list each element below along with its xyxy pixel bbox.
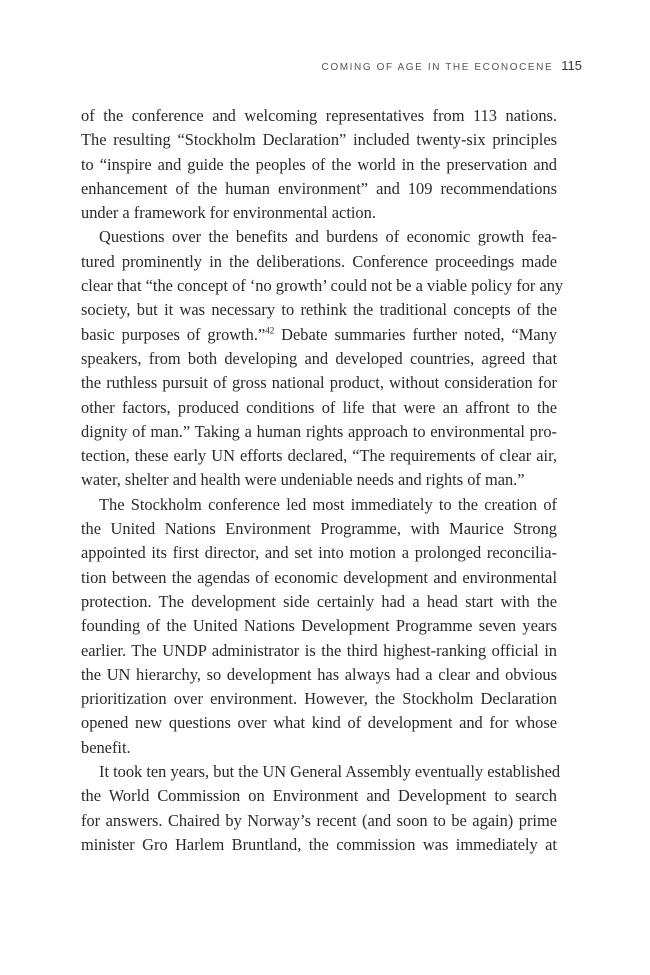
text-line-content: other factors, produced conditions of life that were an affront to the	[81, 397, 557, 417]
text-line	[81, 396, 557, 420]
text-line-content: The resulting “Stockholm Declaration” included twenty-six principles	[81, 130, 557, 150]
text-line	[81, 833, 557, 857]
text-line-content: the UN hierarchy, so development has always had a clear and obvious	[81, 664, 557, 684]
text-line	[81, 784, 557, 808]
text-line	[81, 663, 557, 687]
text-line	[81, 298, 557, 322]
text-line	[81, 225, 557, 249]
text-line	[81, 541, 557, 565]
text-line-content: It took ten years, but the UN General Assembly eventually established	[99, 762, 561, 782]
text-line	[81, 760, 561, 784]
text-line-content: the World Commission on Environment and Development to search	[81, 786, 557, 806]
text-line-content: society, but it was necessary to rethink the traditional concepts of the	[81, 300, 557, 320]
text-line-content: opened new questions over what kind of development and for whose	[81, 713, 557, 733]
text-line	[81, 371, 557, 395]
text-line-content: the United Nations Environment Programme, with Maurice Strong	[81, 519, 557, 539]
text-line-content: of the conference and welcoming representatives from 113 nations.	[81, 106, 557, 125]
text-line-content: tured prominently in the deliberations. Conference proceedings made	[81, 251, 557, 271]
text-line-content: to “inspire and guide the peoples of the world in the preservation and	[81, 154, 557, 174]
text-line	[81, 274, 564, 298]
text-line	[81, 566, 557, 590]
text-line	[81, 590, 557, 614]
text-line-content: under a framework for environmental action.	[81, 203, 376, 223]
text-line-continuation: Debate summaries further noted, “Many	[274, 324, 557, 344]
text-line	[81, 468, 557, 492]
text-line	[81, 347, 557, 371]
text-line	[81, 736, 557, 760]
text-line-content: clear that “the concept of ‘no growth’ could not be a viable policy for any	[81, 276, 564, 296]
text-line	[81, 153, 557, 177]
text-line-content: prioritization over environment. However, the Stockholm Declaration	[81, 689, 557, 709]
text-line-content: water, shelter and health were undeniable needs and rights of man.”	[81, 470, 525, 490]
text-line-content: minister Gro Harlem Bruntland, the commission was immediately at	[81, 834, 557, 854]
text-line-content: tion between the agendas of economic development and environmental	[81, 567, 557, 587]
text-line-content: appointed its first director, and set into motion a prolonged reconcilia-	[81, 543, 557, 563]
text-line-content: basic purposes of growth.”	[81, 324, 266, 344]
text-line-content: enhancement of the human environment” and 109 recommendations	[81, 178, 557, 198]
text-line-content: benefit.	[81, 737, 131, 757]
text-line-content: earlier. The UNDP administrator is the third highest-ranking official in	[81, 640, 557, 660]
text-line-content: founding of the United Nations Development Programme seven years	[81, 616, 557, 636]
body-text	[81, 104, 564, 857]
text-line-content: for answers. Chaired by Norway’s recent (and soon to be again) prime	[81, 810, 557, 830]
text-line-content: speakers, from both developing and developed countries, agreed that	[81, 348, 557, 368]
text-line	[81, 201, 557, 225]
running-head	[322, 58, 582, 78]
text-line	[81, 128, 557, 152]
text-line	[81, 420, 557, 444]
text-line-content: tection, these early UN efforts declared, “The requirements of clear air,	[81, 446, 557, 466]
text-line-content: The Stockholm conference led most immediately to the creation of	[99, 494, 557, 514]
text-line	[81, 639, 557, 663]
text-line	[81, 614, 557, 638]
page-number: 115	[561, 58, 582, 73]
text-line-content: Questions over the benefits and burdens of economic growth fea-	[99, 227, 557, 247]
text-line	[81, 809, 557, 833]
text-line	[81, 517, 557, 541]
footnote-reference: 42	[265, 325, 275, 336]
text-line	[81, 177, 557, 201]
text-line-content: dignity of man.” Taking a human rights approach to environmental pro-	[81, 421, 557, 441]
text-line	[81, 711, 557, 735]
text-line	[81, 104, 557, 128]
text-line	[81, 444, 557, 468]
text-line	[81, 250, 557, 274]
text-line	[81, 493, 557, 517]
running-title: COMING OF AGE IN THE ECONOCENE	[321, 62, 554, 73]
text-line	[81, 323, 557, 347]
text-line	[81, 687, 557, 711]
text-line-content: the ruthless pursuit of gross national product, without consideration for	[81, 373, 557, 393]
text-line-content: protection. The development side certainly had a head start with the	[81, 591, 557, 611]
